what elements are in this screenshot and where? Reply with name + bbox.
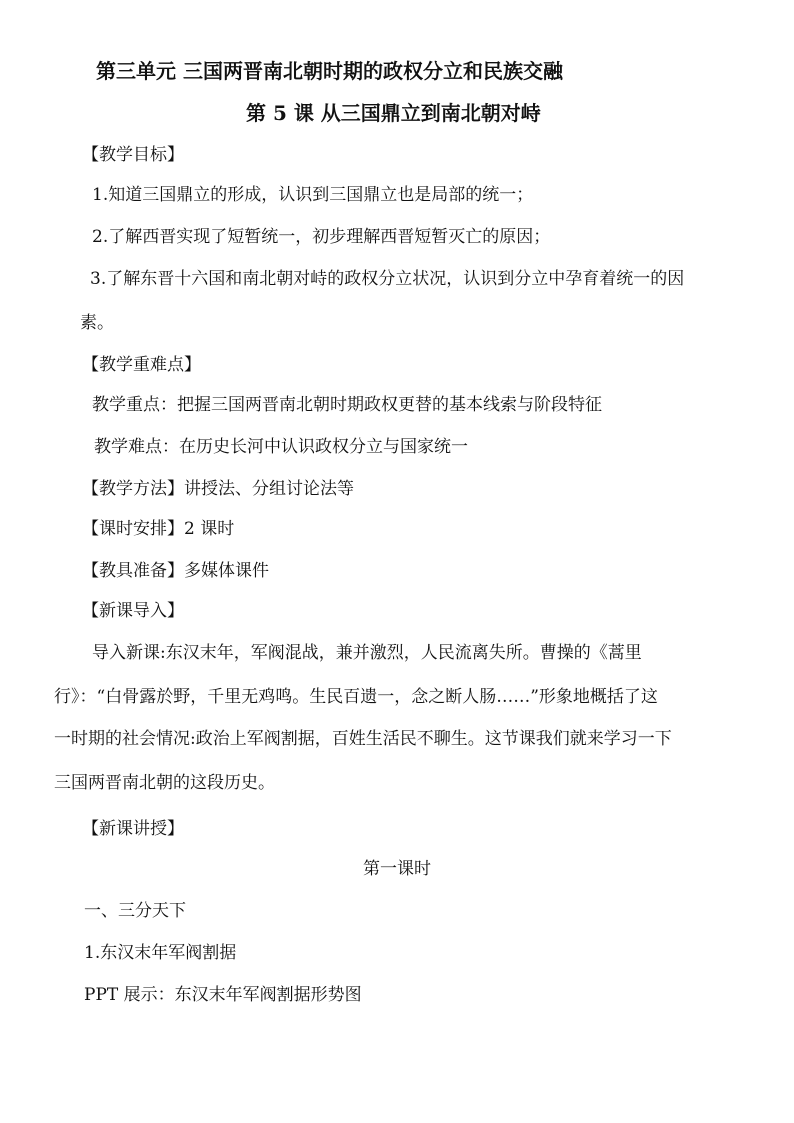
lesson-schedule: 【课时安排】2 课时	[82, 519, 235, 539]
key-points-heading: 【教学重难点】	[82, 355, 201, 375]
teaching-materials: 【教具准备】多媒体课件	[82, 561, 269, 581]
intro-paragraph-line-1: 导入新课:东汉末年，军阀混战，兼并激烈，人民流离失所。曹操的《蒿里	[92, 643, 642, 663]
objective-item-1: 1.知道三国鼎立的形成，认识到三国鼎立也是局部的统一；	[92, 185, 534, 205]
period-label: 第一课时	[363, 859, 431, 879]
lecture-heading: 【新课讲授】	[82, 819, 184, 839]
teaching-focus: 教学重点：把握三国两晋南北朝时期政权更替的基本线索与阶段特征	[92, 395, 602, 415]
intro-heading: 【新课导入】	[82, 601, 184, 621]
objective-item-3-continued: 素。	[80, 313, 114, 333]
unit-title: 第三单元 三国两晋南北朝时期的政权分立和民族交融	[96, 59, 563, 83]
intro-paragraph-line-3: 一时期的社会情况:政治上军阀割据，百姓生活民不聊生。这节课我们就来学习一下	[54, 729, 672, 749]
lesson-title: 第 5 课 从三国鼎立到南北朝对峙	[246, 101, 541, 125]
intro-paragraph-line-4: 三国两晋南北朝的这段历史。	[54, 773, 275, 793]
teaching-method: 【教学方法】讲授法、分组讨论法等	[82, 479, 354, 499]
objective-item-3: 3.了解东晋十六国和南北朝对峙的政权分立状况，认识到分立中孕育着统一的因	[90, 269, 685, 289]
objective-item-2: 2.了解西晋实现了短暂统一，初步理解西晋短暂灭亡的原因；	[92, 227, 551, 247]
subsection-heading: 1.东汉末年军阀割据	[84, 943, 237, 963]
intro-paragraph-line-2: 行》：“白骨露於野，千里无鸡鸣。生民百遗一，念之断人肠……”形象地概括了这	[54, 687, 658, 707]
objectives-heading: 【教学目标】	[82, 145, 184, 165]
section-heading: 一、三分天下	[84, 901, 186, 921]
ppt-note: PPT 展示：东汉末年军阀割据形势图	[84, 985, 362, 1005]
teaching-difficulty: 教学难点：在历史长河中认识政权分立与国家统一	[94, 437, 468, 457]
